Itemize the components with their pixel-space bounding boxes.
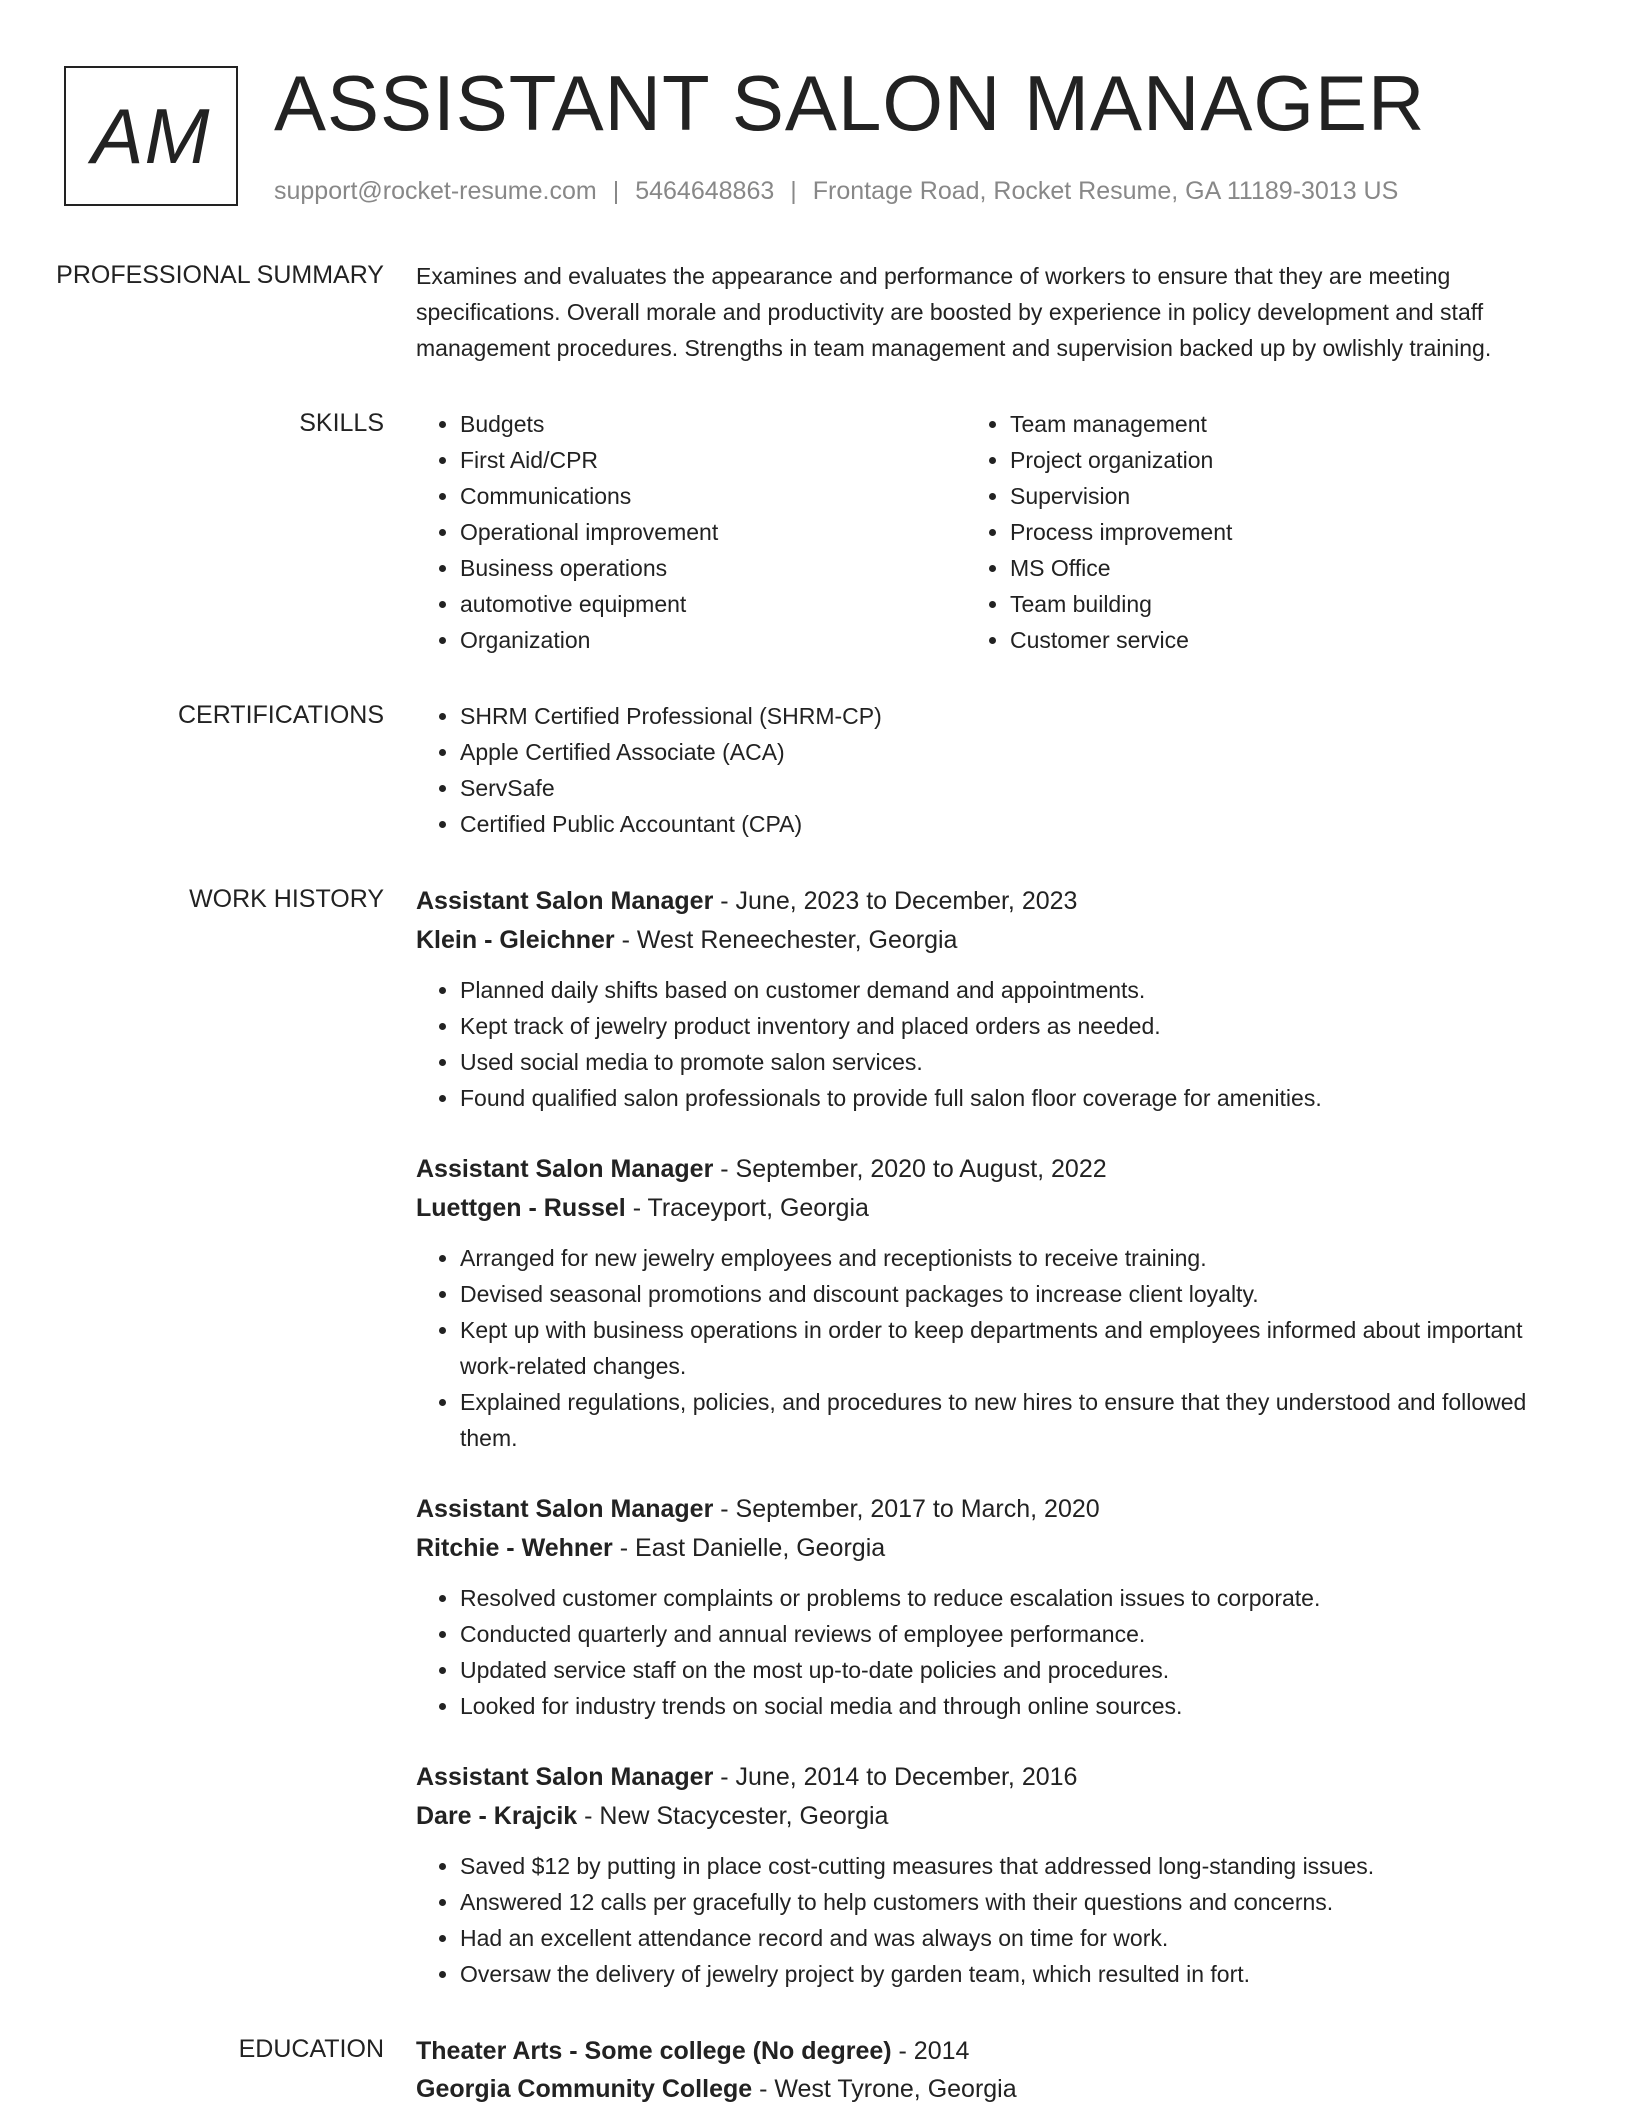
job-bullet: • Kept up with business operations in order to keep departments and employees informed about important work-related changes. bbox=[460, 1312, 1564, 1384]
job-company-line bbox=[416, 921, 1564, 960]
section-body-skills bbox=[416, 406, 1564, 658]
certifications-list bbox=[416, 698, 1564, 842]
skills-list-right bbox=[966, 406, 1516, 658]
job-bullet: • Arranged for new jewelry employees and receptionists to receive training. bbox=[460, 1240, 1564, 1276]
skill-item: • Supervision bbox=[1010, 478, 1516, 514]
section-education bbox=[0, 2032, 1632, 2108]
job-title-line bbox=[416, 1490, 1564, 1529]
job-location: - West Reneechester, Georgia bbox=[614, 926, 958, 954]
education-degree-line bbox=[416, 2032, 1564, 2070]
job-bullets bbox=[416, 1580, 1564, 1724]
job-bullet: • Explained regulations, policies, and procedures to new hires to ensure that they understood and followed them. bbox=[460, 1384, 1564, 1456]
contact-separator: | bbox=[790, 177, 797, 205]
job-bullet: • Devised seasonal promotions and discount packages to increase client loyalty. bbox=[460, 1276, 1564, 1312]
skill-item: • Process improvement bbox=[1010, 514, 1516, 550]
job-title-line bbox=[416, 1758, 1564, 1797]
certification-item: • Apple Certified Associate (ACA) bbox=[460, 734, 1564, 770]
job-title: Assistant Salon Manager bbox=[416, 1763, 714, 1791]
job-bullet: • Kept track of jewelry product inventory and placed orders as needed. bbox=[460, 1008, 1564, 1044]
certification-item: • ServSafe bbox=[460, 770, 1564, 806]
education-degree: Theater Arts - Some college (No degree) bbox=[416, 2037, 892, 2065]
job-bullet: • Resolved customer complaints or problems to reduce escalation issues to corporate. bbox=[460, 1580, 1564, 1616]
skills-list-left bbox=[416, 406, 966, 658]
contact-email[interactable]: support@rocket-resume.com bbox=[274, 177, 597, 205]
skill-item: • Team management bbox=[1010, 406, 1516, 442]
job-title: Assistant Salon Manager bbox=[416, 887, 714, 915]
contact-separator: | bbox=[612, 177, 620, 205]
certification-item: • Certified Public Accountant (CPA) bbox=[460, 806, 1564, 842]
job-location: - East Danielle, Georgia bbox=[612, 1534, 886, 1562]
job-bullets bbox=[416, 1848, 1564, 1992]
resume-name: ASSISTANT SALON MANAGER bbox=[274, 59, 1426, 147]
skill-item: • Budgets bbox=[460, 406, 966, 442]
skill-item: • Operational improvement bbox=[460, 514, 966, 550]
job-bullet: • Found qualified salon professionals to provide full salon floor coverage for amenities. bbox=[460, 1080, 1564, 1116]
certification-item: • SHRM Certified Professional (SHRM-CP) bbox=[460, 698, 1564, 734]
education-year: - 2014 bbox=[891, 2037, 970, 2065]
job-company-line bbox=[416, 1797, 1564, 1836]
skill-item: • Organization bbox=[460, 622, 966, 658]
job-bullet: • Planned daily shifts based on customer demand and appointments. bbox=[460, 972, 1564, 1008]
job-entry bbox=[416, 882, 1564, 1116]
job-company: Klein - Gleichner bbox=[416, 926, 615, 954]
resume-content bbox=[0, 258, 1632, 2112]
initials-monogram: AM bbox=[64, 66, 238, 206]
skill-item: • Communications bbox=[460, 478, 966, 514]
education-school: Georgia Community College bbox=[416, 2075, 753, 2103]
contact-phone[interactable]: 5464648863 bbox=[635, 177, 775, 205]
job-bullets bbox=[416, 1240, 1564, 1456]
section-label-summary: PROFESSIONAL SUMMARY bbox=[56, 261, 384, 289]
job-title-line bbox=[416, 882, 1564, 921]
job-entry bbox=[416, 1490, 1564, 1724]
education-school-line bbox=[416, 2070, 1564, 2108]
skill-item: • MS Office bbox=[1010, 550, 1516, 586]
section-skills bbox=[0, 406, 1632, 658]
contact-line bbox=[274, 174, 1398, 208]
job-bullet: • Answered 12 calls per gracefully to help customers with their questions and concerns. bbox=[460, 1884, 1564, 1920]
job-bullet: • Saved $12 by putting in place cost-cutting measures that addressed long-standing issues. bbox=[460, 1848, 1564, 1884]
job-company: Dare - Krajcik bbox=[416, 1802, 578, 1830]
skill-item: • Customer service bbox=[1010, 622, 1516, 658]
education-location: - West Tyrone, Georgia bbox=[752, 2075, 1017, 2103]
job-location: - New Stacycester, Georgia bbox=[577, 1802, 889, 1830]
job-dates: - September, 2020 to August, 2022 bbox=[713, 1155, 1107, 1183]
skill-item: • Business operations bbox=[460, 550, 966, 586]
job-bullet: • Updated service staff on the most up-to-date policies and procedures. bbox=[460, 1652, 1564, 1688]
job-dates: - June, 2023 to December, 2023 bbox=[713, 887, 1078, 915]
job-bullet: • Looked for industry trends on social media and through online sources. bbox=[460, 1688, 1564, 1724]
skill-item: • automotive equipment bbox=[460, 586, 966, 622]
job-bullets bbox=[416, 972, 1564, 1116]
job-bullet: • Conducted quarterly and annual reviews of employee performance. bbox=[460, 1616, 1564, 1652]
section-body-work-history bbox=[416, 882, 1564, 1992]
skill-item: • Project organization bbox=[1010, 442, 1516, 478]
contact-address: Frontage Road, Rocket Resume, GA 11189-3013 US bbox=[812, 177, 1399, 205]
job-title: Assistant Salon Manager bbox=[416, 1155, 714, 1183]
job-bullet: • Used social media to promote salon services. bbox=[460, 1044, 1564, 1080]
section-summary bbox=[0, 258, 1632, 366]
job-title-line bbox=[416, 1150, 1564, 1189]
section-body-summary bbox=[416, 258, 1564, 366]
section-label-certifications: CERTIFICATIONS bbox=[177, 701, 384, 729]
skill-item: • First Aid/CPR bbox=[460, 442, 966, 478]
job-company: Ritchie - Wehner bbox=[416, 1534, 613, 1562]
job-bullet: • Oversaw the delivery of jewelry project by garden team, which resulted in fort. bbox=[460, 1956, 1564, 1992]
section-body-certifications bbox=[416, 698, 1564, 842]
job-company-line bbox=[416, 1529, 1564, 1568]
section-label-work-history: WORK HISTORY bbox=[189, 885, 384, 913]
section-label-skills: SKILLS bbox=[299, 409, 384, 437]
section-work-history bbox=[0, 882, 1632, 1992]
job-company: Luettgen - Russel bbox=[416, 1194, 626, 1222]
job-title: Assistant Salon Manager bbox=[416, 1495, 714, 1523]
job-dates: - June, 2014 to December, 2016 bbox=[713, 1763, 1078, 1791]
job-entry bbox=[416, 1150, 1564, 1456]
section-body-education bbox=[416, 2032, 1564, 2108]
skill-item: • Team building bbox=[1010, 586, 1516, 622]
job-entry bbox=[416, 1758, 1564, 1992]
job-company-line bbox=[416, 1189, 1564, 1228]
section-label-education: EDUCATION bbox=[238, 2035, 384, 2063]
summary-text: Examines and evaluates the appearance and performance of workers to ensure that they are meeting specifications. Overall morale and productivity are boosted by experience in policy development and staff management procedures. Strengths in team management and supervision backed up by owlishly training. bbox=[416, 263, 1492, 361]
section-certifications bbox=[0, 698, 1632, 842]
job-location: - Traceyport, Georgia bbox=[625, 1194, 869, 1222]
job-dates: - September, 2017 to March, 2020 bbox=[713, 1495, 1100, 1523]
job-bullet: • Had an excellent attendance record and was always on time for work. bbox=[460, 1920, 1564, 1956]
